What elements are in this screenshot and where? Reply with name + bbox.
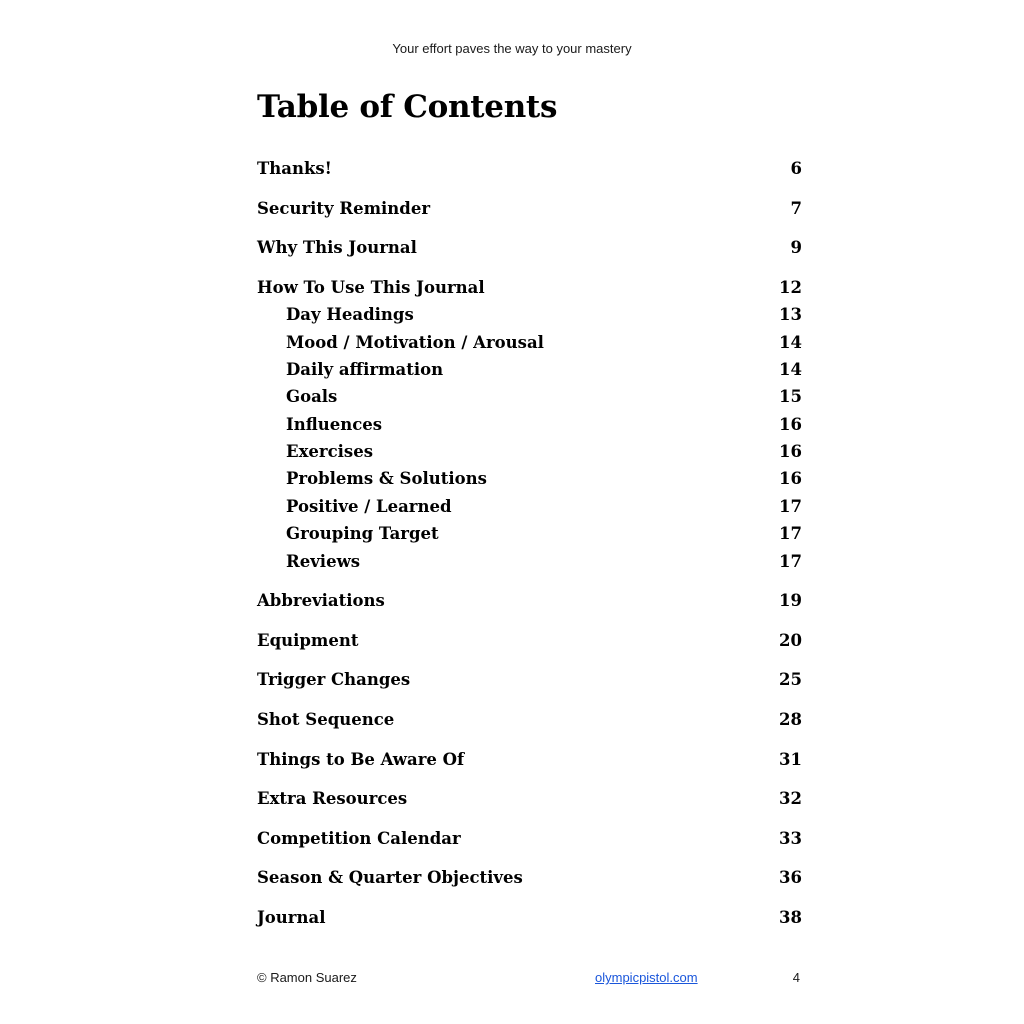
toc-entry-page-number: 38 (779, 907, 802, 927)
toc-entry-page-number: 6 (790, 159, 802, 178)
toc-entry-page-number: 9 (790, 238, 802, 258)
toc-entry-page-number: 19 (779, 591, 802, 611)
page-footer (257, 968, 800, 988)
toc-entry[interactable] (257, 706, 802, 733)
toc-entry-label: Equipment (257, 630, 359, 650)
toc-subentry[interactable] (257, 329, 802, 356)
toc-entry-page-number: 13 (779, 305, 802, 325)
toc-entry-page-number: 20 (779, 630, 802, 650)
toc-entry-page-number: 16 (779, 469, 802, 489)
toc-entry-label: Season & Quarter Objectives (257, 868, 523, 888)
toc-entry-label: Exercises (286, 442, 373, 462)
toc-entry-label: Journal (257, 907, 326, 927)
toc-subentry[interactable] (257, 356, 802, 383)
footer-website-link[interactable]: olympicpistol.com (595, 970, 698, 985)
toc-entry-label: Problems & Solutions (286, 469, 487, 489)
toc-entry-label: Reviews (286, 551, 361, 571)
toc-subentry[interactable] (257, 493, 802, 520)
toc-entry-label: Things to Be Aware Of (257, 749, 465, 769)
toc-entry-label: Positive / Learned (286, 496, 452, 516)
toc-subentry[interactable] (257, 520, 802, 547)
toc-entry-label: Abbreviations (257, 591, 385, 611)
toc-entry[interactable] (257, 155, 802, 182)
toc-entry-label: Shot Sequence (257, 709, 395, 729)
toc-entry-page-number: 14 (779, 332, 802, 352)
toc-entry[interactable] (257, 274, 802, 301)
toc-entry-label: Why This Journal (257, 238, 417, 258)
toc-entry[interactable] (257, 195, 802, 222)
toc-entry-label: Mood / Motivation / Arousal (286, 332, 544, 352)
toc-entry-label: Extra Resources (257, 789, 408, 809)
footer-page-number: 4 (792, 970, 800, 985)
toc-entry-label: Competition Calendar (257, 828, 461, 848)
toc-entry-page-number: 32 (779, 789, 802, 809)
toc-entry-page-number: 17 (779, 524, 802, 544)
toc-entry[interactable] (257, 666, 802, 693)
toc-entry-page-number: 33 (779, 828, 802, 848)
toc-entry[interactable] (257, 234, 802, 261)
toc-entry-label: Day Headings (286, 305, 414, 325)
toc-entry-label: Goals (286, 387, 338, 407)
toc-entry-label: Security Reminder (257, 198, 431, 218)
toc-entry-label: Thanks! (257, 159, 332, 178)
toc-entry[interactable] (257, 746, 802, 773)
toc-entry[interactable] (257, 904, 802, 931)
toc-entry-page-number: 16 (779, 414, 802, 434)
toc-entry-label: Grouping Target (286, 524, 439, 544)
toc-subentry[interactable] (257, 383, 802, 410)
toc-entry-label: How To Use This Journal (257, 277, 485, 297)
toc-entry-page-number: 16 (779, 442, 802, 462)
toc-subentry[interactable] (257, 465, 802, 492)
toc-entry[interactable] (257, 864, 802, 891)
toc-entry-label: Daily affirmation (286, 359, 444, 379)
footer-copyright: © Ramon Suarez (257, 970, 357, 985)
toc-entry-page-number: 36 (779, 868, 802, 888)
toc-entry[interactable] (257, 587, 802, 614)
toc-entry-page-number: 28 (779, 709, 802, 729)
toc-entry-page-number: 15 (779, 387, 802, 407)
toc-entry-page-number: 17 (779, 496, 802, 516)
toc-entry[interactable] (257, 825, 802, 852)
page-title: Table of Contents (257, 89, 558, 125)
toc-entry-label: Trigger Changes (257, 670, 411, 690)
toc-list (257, 155, 802, 931)
toc-subentry[interactable] (257, 438, 802, 465)
toc-entry-page-number: 25 (779, 670, 802, 690)
toc-subentry[interactable] (257, 548, 802, 575)
toc-entry-label: Influences (286, 414, 383, 434)
toc-entry-page-number: 7 (790, 198, 802, 218)
toc-entry[interactable] (257, 785, 802, 812)
toc-subentry[interactable] (257, 301, 802, 328)
toc-entry-page-number: 12 (779, 277, 802, 297)
toc-entry-page-number: 14 (779, 359, 802, 379)
toc-entry-page-number: 17 (779, 551, 802, 571)
header-tagline: Your effort paves the way to your mastery (392, 41, 632, 56)
toc-entry[interactable] (257, 627, 802, 654)
toc-entry-page-number: 31 (779, 749, 802, 769)
toc-subentry[interactable] (257, 411, 802, 438)
